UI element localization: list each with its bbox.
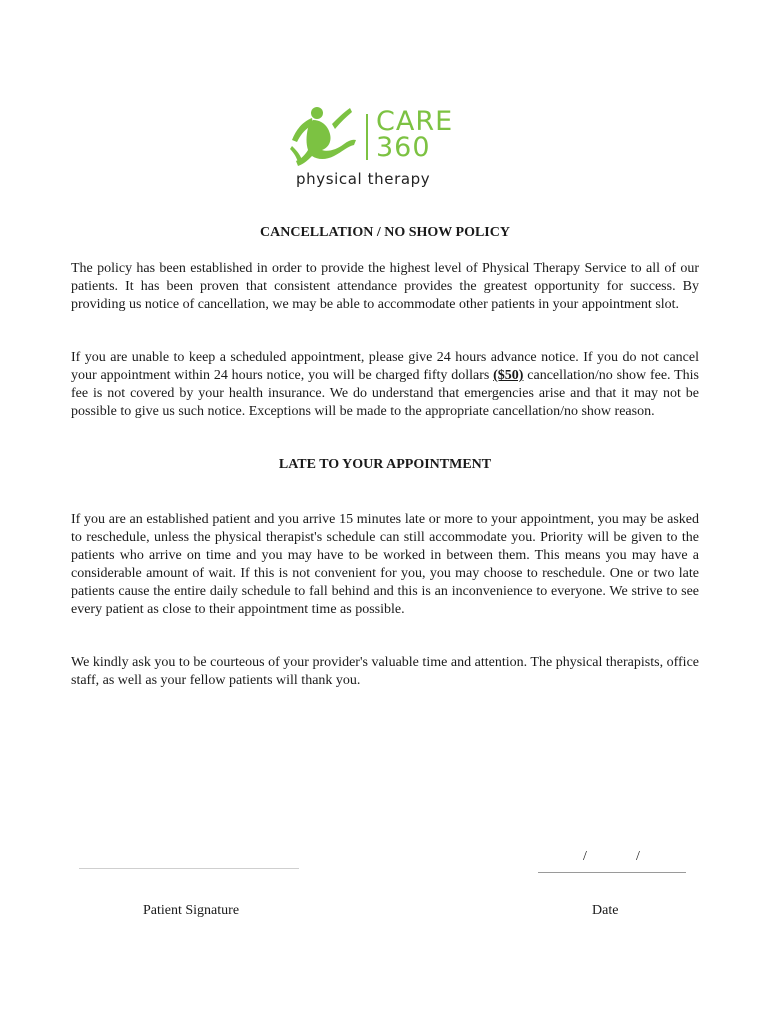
courtesy-text: We kindly ask you to be courteous of your provider's valuable time and attention. The physical therapists, office staff, as well as your fellow patients will thank you. [71, 655, 699, 688]
logo-divider [366, 114, 368, 160]
intro-paragraph [71, 260, 699, 314]
cancellation-paragraph [71, 349, 699, 421]
logo-brand-360: 360 [376, 132, 431, 163]
logo-brand-care: CARE [376, 106, 454, 137]
dancer-figure-icon [288, 104, 360, 170]
patient-signature-label: Patient Signature [143, 903, 240, 918]
cancellation-fee: ($50) [493, 368, 524, 383]
cancellation-text-end: cancellation/no show fee. This fee is not covered by your health insurance. We do understand that emergencies arise and that it may not be possible to give us such notice. Exceptions will be made to the appropriate cancellation/no show reason. [71, 368, 699, 419]
courtesy-paragraph [71, 654, 699, 690]
policy-title: CANCELLATION / NO SHOW POLICY [260, 225, 510, 240]
date-separator-2: / [636, 849, 640, 864]
late-paragraph [71, 511, 699, 619]
logo-tagline: physical therapy [296, 170, 431, 188]
date-line[interactable] [538, 872, 686, 873]
cancellation-text-start: If you are unable to keep a scheduled appointment, please give 24 hours advance notice. If you do not cancel your appointment within 24 hours notice, you will be charged fifty dollars [71, 350, 699, 383]
patient-signature-line[interactable] [79, 868, 299, 869]
late-heading: LATE TO YOUR APPOINTMENT [278, 457, 492, 472]
care360-logo [288, 102, 488, 194]
intro-text: The policy has been established in order to provide the highest level of Physical Therapy Service to all of our patients. It has been proven that consistent attendance provides the greatest opportunity for success. By providing us notice of cancellation, we may be able to accommodate other patients in your appointment slot. [71, 261, 699, 312]
date-label: Date [592, 903, 619, 918]
date-separator-1: / [583, 849, 587, 864]
cancellation-text [71, 349, 699, 421]
late-text: If you are an established patient and you arrive 15 minutes late or more to your appointment, you may be asked to reschedule, unless the physical therapist's schedule can still accommodate you. Priority will be given to the patients who arrive on time and you may have to be worked in between them. This means you may have a considerable amount of wait. If this is not convenient for you, you may choose to reschedule. One or two late patients cause the entire daily schedule to fall behind and this is an inconvenience to everyone. We strive to see every patient as close to their appointment time as possible. [71, 512, 699, 617]
